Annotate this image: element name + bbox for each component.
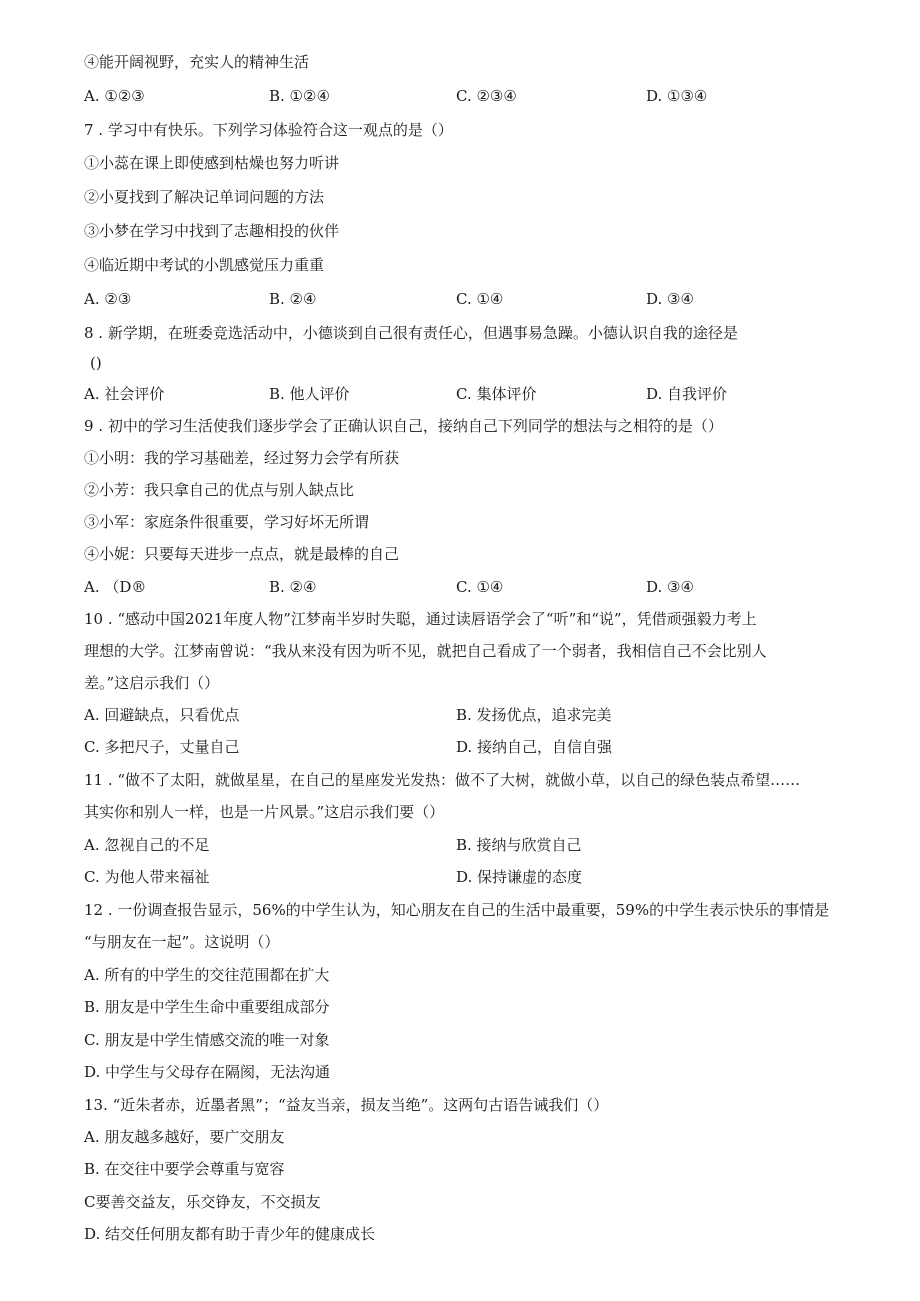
q7-statement-4: ④临近期中考试的小凯感觉压力重重: [84, 256, 325, 274]
q10-option-a: A. 回避缺点，只看优点: [84, 706, 240, 724]
q6-option-d: D. ①③④: [646, 87, 708, 105]
q7-statement-3: ③小梦在学习中找到了志趣相投的伙伴: [84, 222, 340, 240]
q10-options-row1: [84, 704, 844, 726]
q7-option-a: A. ②③: [84, 290, 132, 308]
q13-option-d: D. 结交任何朋友都有助于青少年的健康成长: [84, 1225, 376, 1243]
q10-stem: 10 . “感动中国2021年度人物”江梦南半岁时失聪，通过读唇语学会了“听”和“说”，凭借顽强毅力考上: [84, 610, 757, 628]
q7-options: [84, 288, 844, 310]
q9-options: [84, 576, 844, 598]
q12-option-c: C. 朋友是中学生情感交流的唯一对象: [84, 1031, 330, 1049]
q12-stem: 12 . 一份调查报告显示，56%的中学生认为，知心朋友在自己的生活中最重要，59%的中学生表示快乐的事情是: [84, 901, 830, 919]
q8-options: [84, 383, 844, 405]
q11-option-a: A. 忽视自己的不足: [84, 836, 210, 854]
q6-option-b: B. ①②④: [269, 87, 330, 105]
q8-option-d: D. 自我评价: [646, 385, 728, 403]
q13-option-b: B. 在交往中要学会尊重与宽容: [84, 1160, 285, 1178]
q11-option-b: B. 接纳与欣赏自己: [456, 836, 582, 854]
q9-option-c: C. ①④: [456, 578, 504, 596]
q11-stem-2: 其实你和别人一样，也是一片风景。”这启示我们要（）: [84, 803, 445, 821]
q6-statement-4: ④能开阔视野，充实人的精神生活: [84, 53, 310, 71]
q13-option-a: A. 朋友越多越好，要广交朋友: [84, 1128, 285, 1146]
q10-stem-2: 理想的大学。江梦南曾说：“我从来没有因为听不见，就把自己看成了一个弱者，我相信自己不会比别人: [84, 642, 767, 660]
q11-options-row2: [84, 866, 844, 888]
q7-statement-1: ①小蕊在课上即使感到枯燥也努力听讲: [84, 154, 340, 172]
q11-stem: 11 . “做不了太阳，就做星星，在自己的星座发光发热：做不了大树，就做小草，以自己的绿色装点希望……: [84, 771, 801, 789]
q13-stem: 13. “近朱者赤，近墨者黑”；“益友当亲，损友当绝”。这两句古语告诫我们（）: [84, 1096, 609, 1114]
q10-stem-3: 差。”这启示我们（）: [84, 674, 220, 692]
q12-option-d: D. 中学生与父母存在隔阂，无法沟通: [84, 1063, 331, 1081]
q6-option-c: C. ②③④: [456, 87, 517, 105]
q6-option-a: A. ①②③: [84, 87, 145, 105]
q6-options: [84, 85, 844, 107]
q8-stem-blank: (): [90, 354, 102, 372]
q7-option-d: D. ③④: [646, 290, 694, 308]
q8-option-b: B. 他人评价: [269, 385, 350, 403]
q13-option-c: C要善交益友，乐交铮友，不交损友: [84, 1193, 321, 1211]
q11-option-c: C. 为他人带来福祉: [84, 868, 210, 886]
q9-option-b: B. ②④: [269, 578, 317, 596]
q7-stem: 7 . 学习中有快乐。下列学习体验符合这一观点的是（）: [84, 121, 453, 139]
q8-option-c: C. 集体评价: [456, 385, 537, 403]
q11-options-row1: [84, 834, 844, 856]
q9-option-d: D. ③④: [646, 578, 694, 596]
q10-option-b: B. 发扬优点，追求完美: [456, 706, 612, 724]
q12-option-a: A. 所有的中学生的交往范围都在扩大: [84, 966, 330, 984]
q12-option-b: B. 朋友是中学生生命中重要组成部分: [84, 998, 330, 1016]
q10-options-row2: [84, 736, 844, 758]
q7-option-c: C. ①④: [456, 290, 504, 308]
q9-statement-4: ④小妮：只要每天进步一点点，就是最棒的自己: [84, 545, 400, 563]
q9-statement-2: ②小芳：我只拿自己的优点与别人缺点比: [84, 481, 355, 499]
q9-option-a: A. （D®: [84, 578, 147, 596]
q10-option-d: D. 接纳自己，自信自强: [456, 738, 613, 756]
q9-stem: 9 . 初中的学习生活使我们逐步学会了正确认识自己，接纳自己下列同学的想法与之相符的是（）: [84, 417, 723, 435]
q12-stem-2: “与朋友在一起”。这说明（）: [84, 933, 280, 951]
q7-statement-2: ②小夏找到了解决记单词问题的方法: [84, 188, 325, 206]
q8-option-a: A. 社会评价: [84, 385, 165, 403]
q11-option-d: D. 保持谦虚的态度: [456, 868, 583, 886]
q9-statement-3: ③小军：家庭条件很重要，学习好坏无所谓: [84, 513, 370, 531]
q9-statement-1: ①小明：我的学习基础差，经过努力会学有所获: [84, 449, 400, 467]
q7-option-b: B. ②④: [269, 290, 317, 308]
q8-stem: 8 . 新学期，在班委竞选活动中，小德谈到自己很有责任心，但遇事易急躁。小德认识自我的途径是: [84, 324, 738, 342]
q10-option-c: C. 多把尺子，丈量自己: [84, 738, 240, 756]
